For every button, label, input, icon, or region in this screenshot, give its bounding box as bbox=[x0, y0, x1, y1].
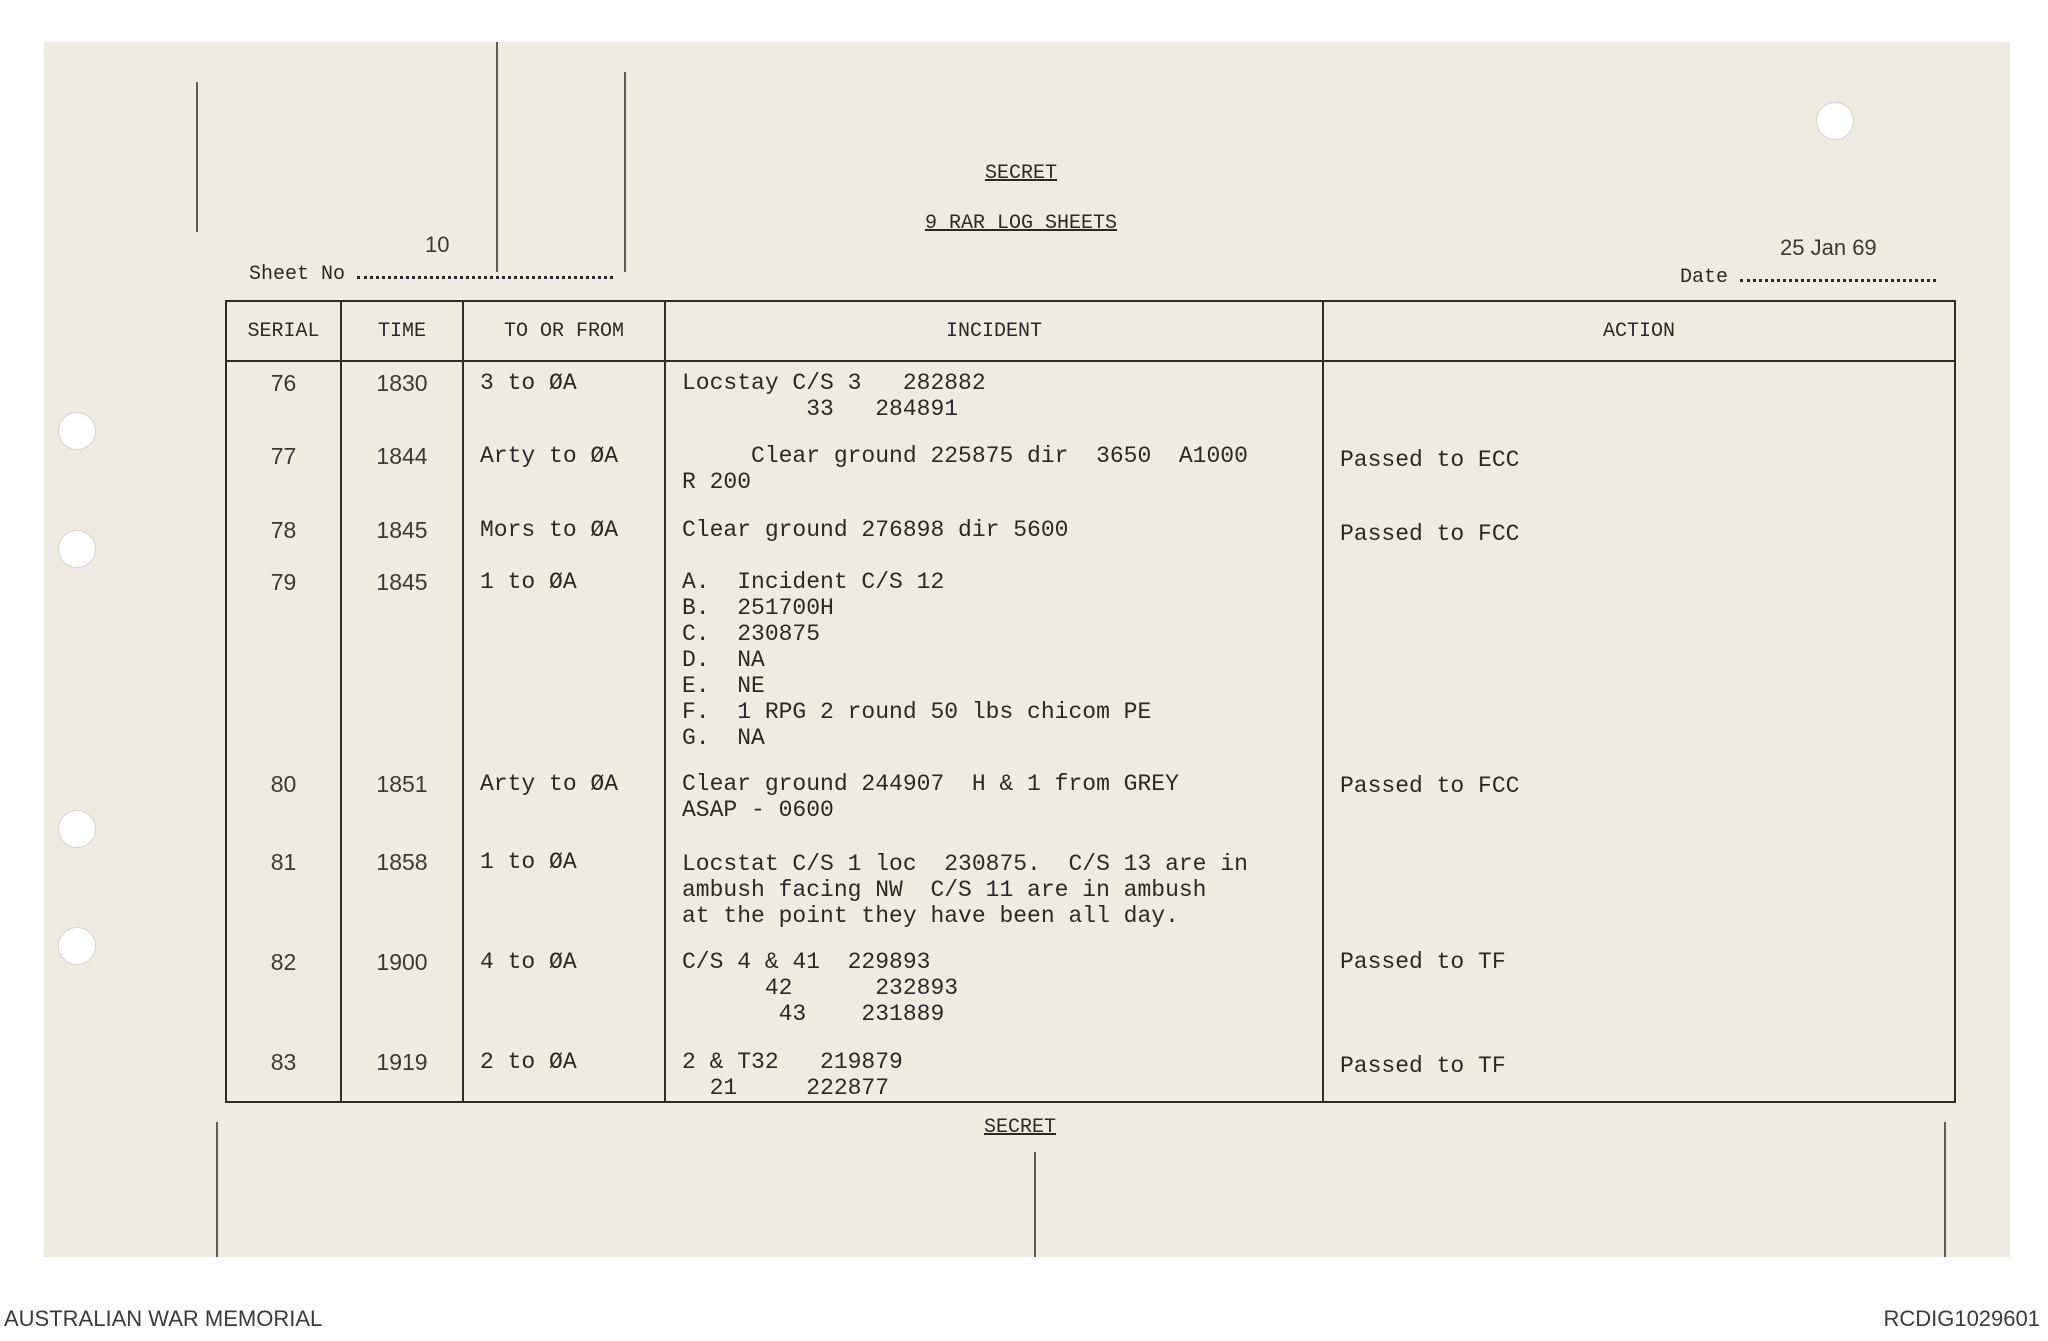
action-cell: Passed to TF bbox=[1323, 943, 1955, 1045]
punch-hole bbox=[58, 810, 96, 848]
time-cell: 1919 bbox=[341, 1045, 463, 1102]
date-dotted-line bbox=[1740, 235, 1936, 282]
action-cell bbox=[1323, 361, 1955, 437]
header-incident: INCIDENT bbox=[665, 301, 1323, 361]
to-from-cell: 3 to ØA bbox=[463, 361, 665, 437]
to-from-cell: Arty to ØA bbox=[463, 437, 665, 513]
action-cell bbox=[1323, 563, 1955, 767]
table-row bbox=[226, 943, 1955, 1045]
serial-cell: 80 bbox=[226, 767, 341, 843]
sheet-number-line bbox=[249, 232, 613, 286]
incident-cell: A. Incident C/S 12 B. 251700H C. 230875 D. NA E. NE F. 1 RPG 2 round 50 lbs chicom PE G. NA bbox=[665, 563, 1323, 767]
incident-cell: Clear ground 276898 dir 5600 bbox=[665, 513, 1323, 563]
time-cell: 1858 bbox=[341, 843, 463, 943]
footer-record-id: RCDIG1029601 bbox=[1883, 1306, 2040, 1331]
to-from-cell: 1 to ØA bbox=[463, 843, 665, 943]
table-row bbox=[226, 843, 1955, 943]
action-cell: Passed to ECC bbox=[1323, 437, 1955, 513]
header-action: ACTION bbox=[1323, 301, 1955, 361]
time-cell: 1830 bbox=[341, 361, 463, 437]
date-line bbox=[1680, 235, 1936, 289]
time-cell: 1844 bbox=[341, 437, 463, 513]
incident-cell: C/S 4 & 41 229893 42 232893 43 231889 bbox=[665, 943, 1323, 1045]
action-cell bbox=[1323, 843, 1955, 943]
footer-archive-name: AUSTRALIAN WAR MEMORIAL bbox=[4, 1306, 323, 1331]
time-cell: 1845 bbox=[341, 563, 463, 767]
incident-cell: Locstat C/S 1 loc 230875. C/S 13 are in ambush facing NW C/S 11 are in ambush at the point they have been all day. bbox=[665, 843, 1323, 943]
document-title: 9 RAR LOG SHEETS bbox=[924, 212, 1118, 235]
fold-mark bbox=[196, 82, 198, 232]
table-row bbox=[226, 513, 1955, 563]
date-label: Date bbox=[1680, 266, 1729, 289]
to-from-cell: 2 to ØA bbox=[463, 1045, 665, 1102]
punch-hole bbox=[58, 412, 96, 450]
fold-mark bbox=[1034, 1152, 1036, 1257]
time-cell: 1851 bbox=[341, 767, 463, 843]
action-cell: Passed to TF bbox=[1323, 1045, 1955, 1102]
sheet-label: Sheet No bbox=[249, 263, 346, 286]
action-cell: Passed to FCC bbox=[1323, 513, 1955, 563]
fold-mark bbox=[1944, 1122, 1946, 1257]
header-to-or-from: TO OR FROM bbox=[463, 301, 665, 361]
to-from-cell: 4 to ØA bbox=[463, 943, 665, 1045]
to-from-cell: 1 to ØA bbox=[463, 563, 665, 767]
action-cell: Passed to FCC bbox=[1323, 767, 1955, 843]
serial-cell: 77 bbox=[226, 437, 341, 513]
punch-hole bbox=[58, 530, 96, 568]
log-table bbox=[225, 300, 1956, 1103]
incident-cell: Clear ground 225875 dir 3650 A1000 R 200 bbox=[665, 437, 1323, 513]
sheet-number: 10 bbox=[425, 232, 450, 257]
punch-hole bbox=[1816, 102, 1854, 140]
time-cell: 1845 bbox=[341, 513, 463, 563]
punch-hole bbox=[58, 927, 96, 965]
fold-mark bbox=[216, 1122, 218, 1257]
serial-cell: 82 bbox=[226, 943, 341, 1045]
serial-cell: 83 bbox=[226, 1045, 341, 1102]
table-row bbox=[226, 767, 1955, 843]
sheet-dotted-line bbox=[357, 232, 613, 279]
table-header-row bbox=[226, 301, 1955, 361]
fold-mark bbox=[496, 42, 498, 272]
header-serial: SERIAL bbox=[226, 301, 341, 361]
to-from-cell: Arty to ØA bbox=[463, 767, 665, 843]
table-row bbox=[226, 1045, 1955, 1102]
incident-cell: Locstay C/S 3 282882 33 284891 bbox=[665, 361, 1323, 437]
serial-cell: 79 bbox=[226, 563, 341, 767]
classification-top: SECRET bbox=[984, 162, 1057, 185]
serial-cell: 76 bbox=[226, 361, 341, 437]
incident-cell: 2 & T32 219879 21 222877 bbox=[665, 1045, 1323, 1102]
table-row bbox=[226, 361, 1955, 437]
incident-cell: Clear ground 244907 H & 1 from GREY ASAP - 0600 bbox=[665, 767, 1323, 843]
date-value: 25 Jan 69 bbox=[1780, 235, 1877, 260]
time-cell: 1900 bbox=[341, 943, 463, 1045]
header-time: TIME bbox=[341, 301, 463, 361]
table-row bbox=[226, 563, 1955, 767]
table-row bbox=[226, 437, 1955, 513]
serial-cell: 78 bbox=[226, 513, 341, 563]
classification-bottom: SECRET bbox=[983, 1116, 1056, 1139]
serial-cell: 81 bbox=[226, 843, 341, 943]
to-from-cell: Mors to ØA bbox=[463, 513, 665, 563]
